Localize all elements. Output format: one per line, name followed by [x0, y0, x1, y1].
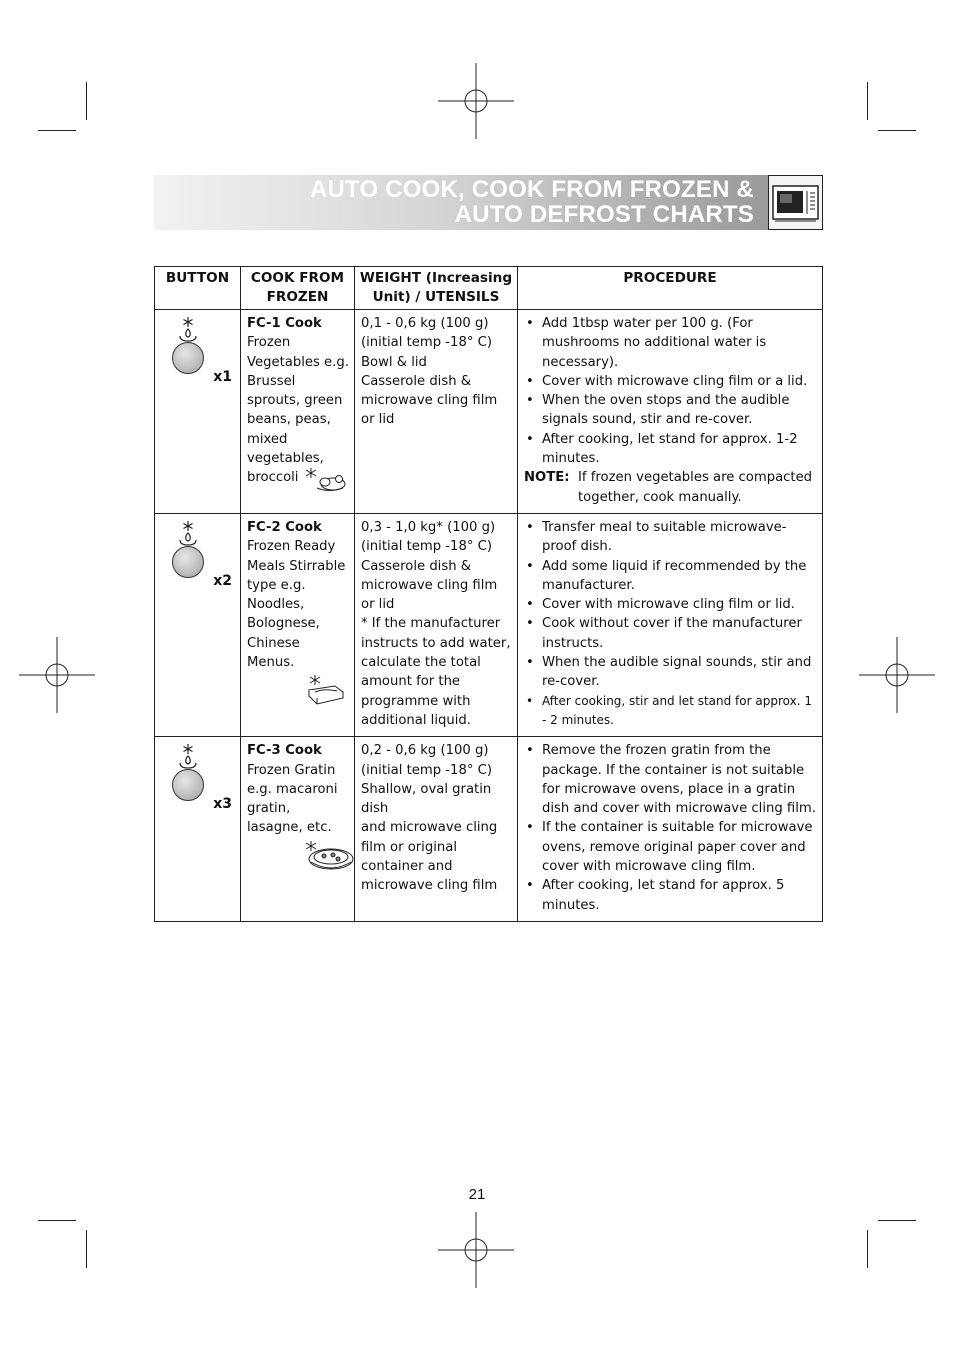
registration-mark-bottom	[438, 1212, 514, 1288]
utensil: Casserole dish & microwave cling film or lid	[361, 558, 498, 613]
table-row	[155, 310, 823, 514]
registration-mark-right	[859, 637, 935, 713]
procedure-step: • Cover with microwave cling film or a lid.	[524, 372, 818, 391]
crop-mark	[867, 82, 868, 120]
weight-cell	[355, 514, 518, 737]
procedure-step: • Transfer meal to suitable microwave-proof dish.	[524, 518, 818, 557]
page-number: 21	[468, 1186, 486, 1203]
title-line-2: AUTO DEFROST CHARTS	[454, 201, 754, 228]
crop-mark	[86, 1230, 87, 1268]
frozen-snowflake-icon	[177, 743, 199, 771]
header-weight: WEIGHT (Increasing Unit) / UTENSILS	[355, 267, 518, 310]
header-procedure: PROCEDURE	[518, 267, 823, 310]
procedure-step: • Add some liquid if recommended by the manufacturer.	[524, 557, 818, 596]
frozen-gratin-dish-icon	[303, 840, 357, 874]
weight-range: 0,3 - 1,0 kg* (100 g)	[361, 520, 496, 535]
note-label: NOTE:	[524, 470, 570, 486]
frozen-vegetables-icon	[303, 466, 403, 494]
procedure-step: • If the container is suitable for microwave ovens, remove original paper cover and cover with microwave cling film.	[524, 818, 818, 876]
initial-temp: (initial temp -18° C)	[361, 335, 492, 351]
procedure-list	[524, 314, 818, 468]
procedure-list	[524, 741, 818, 915]
table-row	[155, 737, 823, 922]
initial-temp: (initial temp -18° C)	[361, 539, 492, 555]
frozen-cook-chart	[154, 266, 823, 922]
crop-mark	[867, 1230, 868, 1268]
title-line-1: AUTO COOK, COOK FROM FROZEN &	[309, 176, 754, 203]
weight-cell	[355, 737, 518, 922]
frozen-snowflake-icon	[177, 316, 199, 344]
utensil: Casserole dish & microwave cling film or lid	[361, 373, 498, 428]
crop-mark	[878, 1220, 916, 1221]
crop-mark	[86, 82, 87, 120]
utensil: Bowl & lid	[361, 354, 427, 370]
header-button: BUTTON	[155, 267, 241, 310]
program-name: FC-1 Cook	[247, 316, 322, 331]
crop-mark	[38, 130, 76, 131]
procedure-cell	[518, 514, 823, 737]
cook-from-frozen-button[interactable]	[172, 769, 204, 801]
button-cell	[155, 514, 241, 737]
food-description: Frozen Vegetables e.g. Brussel sprouts, green beans, peas, mixed vegetables, broccoli	[247, 335, 349, 486]
procedure-list	[524, 518, 818, 730]
program-cell	[241, 737, 355, 922]
registration-mark-left	[19, 637, 95, 713]
title-banner	[154, 175, 768, 230]
cook-from-frozen-button[interactable]	[172, 342, 204, 374]
procedure-step: • After cooking, let stand for approx. 5 minutes.	[524, 876, 818, 915]
program-cell	[241, 310, 355, 514]
table-header-row	[155, 267, 823, 310]
button-cell	[155, 310, 241, 514]
crop-mark	[878, 130, 916, 131]
press-count: x2	[213, 573, 232, 589]
utensil: and microwave cling film or original container and microwave cling film	[361, 820, 498, 894]
procedure-step: • After cooking, let stand for approx. 1-2 minutes.	[524, 430, 818, 469]
program-name: FC-3 Cook	[247, 743, 322, 759]
procedure-step: • When the audible signal sounds, stir and re-cover.	[524, 653, 818, 692]
cook-from-frozen-button[interactable]	[172, 546, 204, 578]
table-row	[155, 514, 823, 737]
procedure-step: • Cook without cover if the manufacturer instructs.	[524, 614, 818, 653]
note-text: If frozen vegetables are compacted together, cook manually.	[578, 470, 813, 505]
button-cell	[155, 737, 241, 922]
microwave-oven-icon	[768, 175, 823, 230]
food-description: Frozen Ready Meals Stirrable type e.g. Noodles, Bolognese, Chinese Menus.	[247, 539, 346, 671]
procedure-step: • Cover with microwave cling film or lid.	[524, 595, 818, 614]
note	[524, 468, 818, 507]
procedure-cell	[518, 310, 823, 514]
crop-mark	[38, 1220, 76, 1221]
program-cell	[241, 514, 355, 737]
procedure-cell	[518, 737, 823, 922]
header-cook-from-frozen: COOK FROM FROZEN	[241, 267, 355, 310]
registration-mark-top	[438, 63, 514, 139]
utensil: Shallow, oval gratin dish	[361, 781, 492, 817]
program-name: FC-2 Cook	[247, 520, 322, 535]
procedure-step: • When the oven stops and the audible signals sound, stir and re-cover.	[524, 391, 818, 430]
footnote: * If the manufacturer instructs to add water, calculate the total amount for the programme with additional liquid.	[361, 616, 511, 728]
initial-temp: (initial temp -18° C)	[361, 762, 492, 778]
press-count: x3	[213, 796, 232, 813]
procedure-step: • Remove the frozen gratin from the package. If the container is not suitable for microwave ovens, place in a gratin dish and cover with microwave cling film.	[524, 741, 818, 818]
weight-range: 0,1 - 0,6 kg (100 g)	[361, 316, 489, 331]
frozen-snowflake-icon	[177, 520, 199, 548]
weight-range: 0,2 - 0,6 kg (100 g)	[361, 743, 489, 759]
press-count: x1	[213, 369, 232, 385]
procedure-step: • After cooking, stir and let stand for approx. 1 - 2 minutes.	[524, 692, 818, 730]
frozen-ready-meal-icon	[305, 674, 345, 706]
procedure-step: • Add 1tbsp water per 100 g. (For mushrooms no additional water is necessary).	[524, 314, 818, 372]
food-description: Frozen Gratin e.g. macaroni gratin, lasagne, etc.	[247, 762, 338, 836]
page-title	[310, 177, 754, 227]
